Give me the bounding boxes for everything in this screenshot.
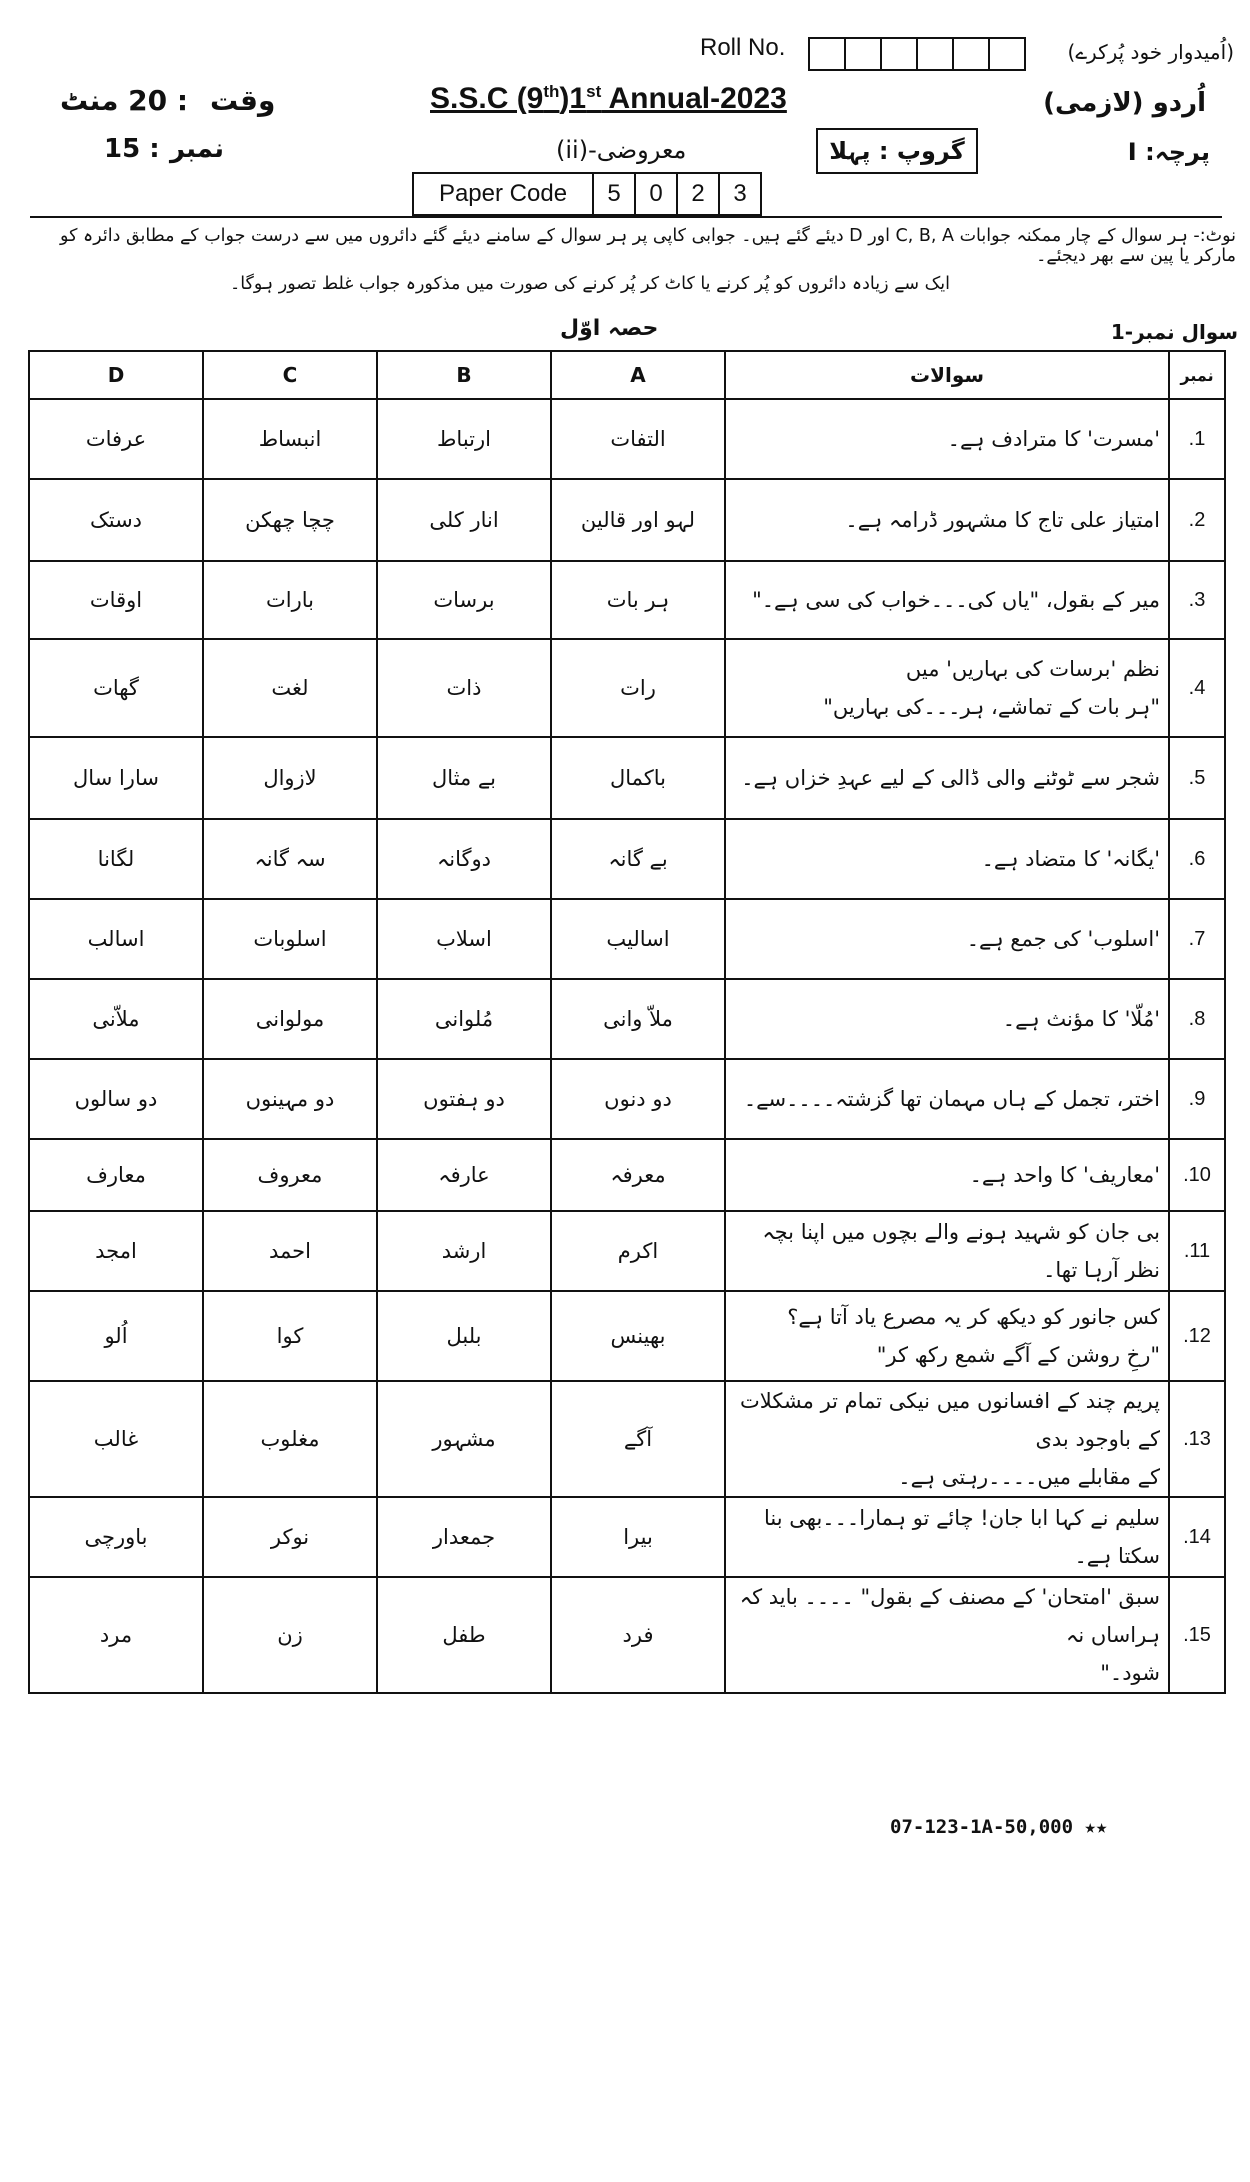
option-a: بے گانہ [551, 819, 725, 899]
question-text [725, 1291, 1169, 1381]
marks-value: 15 : [104, 134, 160, 164]
question-number-cell: .3 [1169, 561, 1225, 639]
question-number-cell: .6 [1169, 819, 1225, 899]
subject-title: اُردو (لازمی) [1043, 88, 1206, 118]
option-d: مرد [29, 1577, 203, 1693]
option-b: طفل [377, 1577, 551, 1693]
question-number-cell: .10 [1169, 1139, 1225, 1211]
paper-number: پرچہ: I [1127, 138, 1210, 166]
roll-no-boxes[interactable] [808, 37, 1026, 71]
question-text [725, 1139, 1169, 1211]
option-d: لگانا [29, 819, 203, 899]
question-text [725, 561, 1169, 639]
option-b: جمعدار [377, 1497, 551, 1577]
option-c: زن [203, 1577, 377, 1693]
option-a: رات [551, 639, 725, 737]
option-b: اسلاب [377, 899, 551, 979]
time-label: وقت [210, 84, 276, 117]
candidate-note: (اُمیدوار خود پُرکرے) [1067, 40, 1234, 64]
objective-label: معروضی-(ii) [556, 136, 687, 164]
col-header-d: D [29, 351, 203, 399]
paper-code-digit: 2 [678, 174, 720, 214]
option-b: بے مثال [377, 737, 551, 819]
col-header-a: A [551, 351, 725, 399]
question-number-cell: .8 [1169, 979, 1225, 1059]
table-row [29, 561, 1225, 639]
option-c: احمد [203, 1211, 377, 1291]
question-number-cell: .4 [1169, 639, 1225, 737]
option-c: بارات [203, 561, 377, 639]
question-line: کس جانور کو دیکھ کر یہ مصرع یاد آتا ہے؟ [787, 1305, 1160, 1329]
question-line: شجر سے ٹوٹنے والی ڈالی کے لیے عہدِ خزاں ہے۔ [741, 766, 1160, 790]
option-a: التفات [551, 399, 725, 479]
option-b: بلبل [377, 1291, 551, 1381]
question-number-cell: .13 [1169, 1381, 1225, 1497]
paper-code-digit: 3 [733, 180, 747, 207]
option-b: انار کلی [377, 479, 551, 561]
question-text [725, 1577, 1169, 1693]
option-b: ارشد [377, 1211, 551, 1291]
question-number-cell: .11 [1169, 1211, 1225, 1291]
option-a: آگے [551, 1381, 725, 1497]
question-line: اختر، تجمل کے ہاں مہمان تھا گزشتہ۔۔۔۔سے۔ [743, 1087, 1160, 1111]
question-text [725, 1059, 1169, 1139]
question-line: سبق 'امتحان' کے مصنف کے بقول" ۔۔۔۔ باید کہ ہراساں نہ [739, 1585, 1160, 1647]
option-d: اوقات [29, 561, 203, 639]
option-b: ارتباط [377, 399, 551, 479]
marks-label: نمبر [170, 134, 224, 164]
option-a: باکمال [551, 737, 725, 819]
roll-no-box[interactable] [810, 39, 846, 69]
question-line: 'مُلّا' کا مؤنث ہے۔ [1002, 1007, 1160, 1031]
exam-title: S.S.C (9th)1st Annual-2023 [430, 82, 787, 115]
section-title: حصہ اوّل [560, 316, 659, 341]
table-row [29, 1211, 1225, 1291]
option-c: نوکر [203, 1497, 377, 1577]
option-c: سہ گانہ [203, 819, 377, 899]
option-d: دستک [29, 479, 203, 561]
option-d: گھات [29, 639, 203, 737]
question-number-cell: .5 [1169, 737, 1225, 819]
question-text [725, 1211, 1169, 1291]
question-line: کے مقابلے میں۔۔۔۔رہتی ہے۔ [898, 1465, 1160, 1489]
option-b: مشہور [377, 1381, 551, 1497]
question-line: شود۔" [1100, 1661, 1160, 1685]
option-d: اُلو [29, 1291, 203, 1381]
question-text [725, 737, 1169, 819]
paper-code-digit: 5 [594, 174, 636, 214]
question-line: سلیم نے کہا ابا جان! چائے تو ہمارا۔۔۔بھی بنا سکتا ہے۔ [764, 1506, 1160, 1568]
table-row [29, 479, 1225, 561]
table-row [29, 899, 1225, 979]
roll-no-box[interactable] [846, 39, 882, 69]
question-number-cell: .9 [1169, 1059, 1225, 1139]
footer-code: 07-123-1A-50,000 ★★ [890, 1816, 1108, 1838]
question-text [725, 1497, 1169, 1577]
option-d: ملاّنی [29, 979, 203, 1059]
option-a: اسالیب [551, 899, 725, 979]
question-line: پریم چند کے افسانوں میں نیکی تمام تر مشکلات کے باوجود بدی [740, 1389, 1160, 1451]
question-text [725, 639, 1169, 737]
group-box: گروپ : پہلا [816, 128, 978, 174]
option-c: اسلوبات [203, 899, 377, 979]
question-number-cell: .2 [1169, 479, 1225, 561]
question-text [725, 819, 1169, 899]
col-header-number: نمبر [1169, 351, 1225, 399]
question-line: نظم 'برسات کی بہاریں' میں [905, 657, 1160, 681]
instruction-line-1: نوٹ:- ہر سوال کے چار ممکنہ جوابات C, B, A اور D دیئے گئے ہیں۔ جوابی کاپی پر ہر سوال کے سامنے دیئے گئے دائروں میں سے درست جواب کے مطابق دائرہ کو مارکر یا پین سے بھر دیجئے۔ [60, 226, 1236, 266]
col-header-c: C [203, 351, 377, 399]
mcq-table [28, 350, 1224, 2182]
option-a: اکرم [551, 1211, 725, 1291]
question-line: 'اسلوب' کی جمع ہے۔ [966, 927, 1160, 951]
option-a: لہو اور قالین [551, 479, 725, 561]
option-c: لازوال [203, 737, 377, 819]
question-line: 'مسرت' کا مترادف ہے۔ [947, 427, 1160, 451]
paper-code-box [412, 172, 762, 216]
question-text [725, 1381, 1169, 1497]
paper-code-digit: 0 [636, 174, 678, 214]
option-a: بھینس [551, 1291, 725, 1381]
roll-no-box[interactable] [954, 39, 990, 69]
option-c: مغلوب [203, 1381, 377, 1497]
question-line: میر کے بقول، "یاں کی۔۔۔خواب کی سی ہے۔" [752, 588, 1160, 612]
table-row [29, 1497, 1225, 1577]
option-c: دو مہینوں [203, 1059, 377, 1139]
question-text [725, 399, 1169, 479]
table-row [29, 819, 1225, 899]
option-c: لغت [203, 639, 377, 737]
option-b: مُلوانی [377, 979, 551, 1059]
option-d: سارا سال [29, 737, 203, 819]
option-b: برسات [377, 561, 551, 639]
option-d: باورچی [29, 1497, 203, 1577]
question-number-cell: .15 [1169, 1577, 1225, 1693]
option-c: معروف [203, 1139, 377, 1211]
option-d: دو سالوں [29, 1059, 203, 1139]
table-row [29, 979, 1225, 1059]
table-row [29, 639, 1225, 737]
option-d: غالب [29, 1381, 203, 1497]
table-row [29, 1059, 1225, 1139]
table-row [29, 1291, 1225, 1381]
time-value: : 20 منٹ [60, 84, 189, 117]
table-header-row [29, 351, 1225, 399]
table-row [29, 737, 1225, 819]
table-row [29, 1577, 1225, 1693]
roll-no-box[interactable] [918, 39, 954, 69]
question-line: بی جان کو شہید ہونے والے بچوں میں اپنا بچہ نظر آرہا تھا۔ [762, 1220, 1160, 1282]
option-b: دو ہفتوں [377, 1059, 551, 1139]
header-divider [30, 216, 1222, 218]
question-number-cell: .12 [1169, 1291, 1225, 1381]
instruction-line-2: ایک سے زیادہ دائروں کو پُر کرنے یا کاٹ کر پُر کرنے کی صورت میں مذکورہ جواب غلط تصور ہوگا۔ [229, 274, 950, 294]
option-b: ذات [377, 639, 551, 737]
option-a: معرفہ [551, 1139, 725, 1211]
option-d: اسالب [29, 899, 203, 979]
question-number-cell: .14 [1169, 1497, 1225, 1577]
option-d: معارف [29, 1139, 203, 1211]
question-line: 'یگانہ' کا متضاد ہے۔ [981, 847, 1160, 871]
option-c: انبساط [203, 399, 377, 479]
question-number: سوال نمبر-1 [1110, 320, 1238, 344]
table-row [29, 1139, 1225, 1211]
roll-no-box[interactable] [990, 39, 1024, 69]
option-a: بیرا [551, 1497, 725, 1577]
paper-code-label: Paper Code [414, 174, 594, 214]
question-text [725, 899, 1169, 979]
option-c: کوا [203, 1291, 377, 1381]
question-line: 'معاریف' کا واحد ہے۔ [969, 1163, 1160, 1187]
option-a: ملاّ وانی [551, 979, 725, 1059]
question-text [725, 979, 1169, 1059]
option-d: امجد [29, 1211, 203, 1291]
option-c: چچا چھکن [203, 479, 377, 561]
question-line: "رخِ روشن کے آگے شمع رکھ کر" [876, 1343, 1160, 1367]
col-header-questions: سوالات [725, 351, 1169, 399]
option-a: فرد [551, 1577, 725, 1693]
question-number-cell: .7 [1169, 899, 1225, 979]
question-text [725, 479, 1169, 561]
option-b: دوگانہ [377, 819, 551, 899]
question-line: امتیاز علی تاج کا مشہور ڈرامہ ہے۔ [845, 508, 1160, 532]
table-row [29, 1381, 1225, 1497]
col-header-b: B [377, 351, 551, 399]
option-a: دو دنوں [551, 1059, 725, 1139]
option-d: عرفات [29, 399, 203, 479]
option-a: ہر بات [551, 561, 725, 639]
option-c: مولوانی [203, 979, 377, 1059]
table-row [29, 399, 1225, 479]
question-line: "ہر بات کے تماشے، ہر۔۔۔کی بہاریں" [823, 695, 1160, 719]
roll-no-box[interactable] [882, 39, 918, 69]
option-b: عارفہ [377, 1139, 551, 1211]
question-number-cell: .1 [1169, 399, 1225, 479]
roll-no-label: Roll No. [700, 34, 786, 61]
